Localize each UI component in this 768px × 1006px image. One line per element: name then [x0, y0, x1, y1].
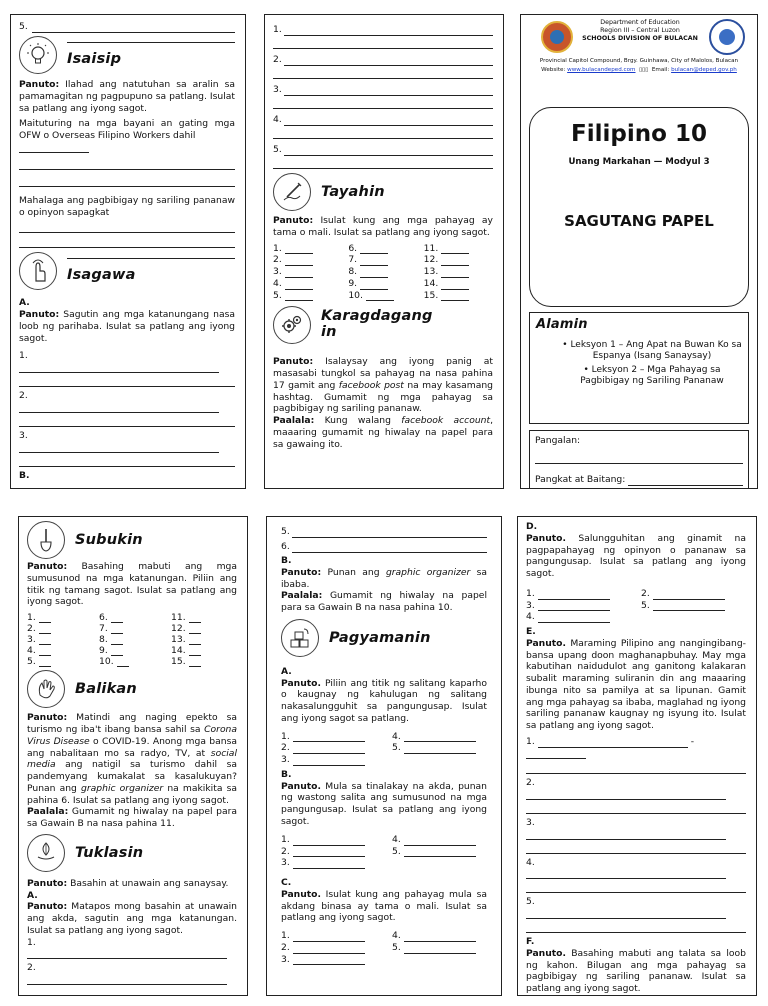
answer-item[interactable]	[281, 846, 376, 858]
item-number: 8.	[99, 634, 108, 646]
answer-blank[interactable]	[111, 647, 123, 656]
item-number: 4.	[392, 730, 401, 742]
answer-blank[interactable]	[441, 292, 469, 301]
pencil-hand-icon	[27, 521, 65, 559]
tayahin-answer-grid	[273, 243, 493, 302]
answer-blank[interactable]	[293, 837, 365, 846]
part-c-answer-grid	[281, 930, 487, 965]
answer-line[interactable]	[19, 376, 235, 387]
item-number: 1.	[19, 350, 28, 362]
answer-blank[interactable]	[360, 269, 388, 278]
part-d-answer-grid	[526, 588, 746, 623]
section-grade-field[interactable]	[628, 476, 743, 486]
answer-line[interactable]	[273, 98, 493, 109]
item-number: 3.	[526, 599, 535, 611]
item-number: 5.	[281, 526, 290, 538]
answer-blank[interactable]	[111, 625, 123, 634]
answer-blank[interactable]	[653, 602, 725, 611]
answer-line[interactable]	[273, 38, 493, 49]
pen-writing-icon	[273, 173, 311, 211]
item-number: 1.	[281, 833, 290, 845]
answer-blank[interactable]	[293, 933, 365, 942]
answer-line[interactable]	[27, 948, 227, 959]
answer-blank[interactable]	[404, 945, 476, 954]
item-number: 2.	[27, 623, 36, 635]
item-number: 2.	[27, 962, 36, 974]
item-number: 5.	[392, 845, 401, 857]
building-blocks-icon	[281, 619, 319, 657]
isagawa-header	[19, 251, 235, 291]
section-title: Isagawa	[67, 267, 136, 284]
tuklasin-instructions: Panuto: Basahin at unawain ang sanaysay.	[27, 877, 229, 889]
answer-line[interactable]	[273, 68, 493, 79]
tayahin-header	[273, 173, 493, 211]
answer-blank[interactable]	[293, 945, 365, 954]
answer-line[interactable]	[526, 843, 746, 854]
answer-line[interactable]	[526, 829, 726, 840]
answer-item[interactable]	[424, 278, 493, 290]
item-number: 3.	[526, 816, 535, 828]
answer-blank[interactable]	[285, 281, 313, 290]
gears-icon	[273, 306, 311, 344]
answer-sheet-title: SAGUTANG PAPEL	[564, 212, 714, 231]
answer-line[interactable]	[19, 402, 219, 413]
item-number: 11.	[423, 242, 439, 254]
answer-blank[interactable]	[111, 614, 123, 623]
part-a-instructions: Panuto. Piliin ang titik ng salitang kaparho o kaugnay ng kahulugan ng salitang nakasalungguhit sa pangungusap. Isulat ang iyong sagot sa patlang.	[281, 677, 487, 724]
answer-line[interactable]	[292, 543, 487, 553]
answer-line[interactable]	[27, 974, 227, 985]
item-number: 4.	[273, 277, 282, 289]
item-number: 14.	[423, 277, 439, 289]
balikan-reminder: Paalala: Gumamit ng hiwalay na papel para sa Gawain B na nasa pahina 11.	[27, 806, 237, 830]
section-title: Alamin	[536, 317, 588, 332]
item-number: 5.	[27, 656, 36, 668]
lesson-item: • Leksyon 2 – Mga Pahayag sa Pagbibigay ng Sariling Pananaw	[580, 364, 724, 387]
karagdagang-instructions: Panuto: Isalaysay ang iyong panig at masasabi tungkol sa pahayag na nasa pahina 17 gamit ang facebook post na may kasamang hashtag. Gumamit ng mga pahayag sa pagbibigay ng sariling pananaw.	[273, 356, 493, 415]
answer-item[interactable]	[424, 243, 493, 255]
item-number: 5.	[392, 941, 401, 953]
item-number: 3.	[281, 857, 290, 869]
part-b-answer-grid	[281, 834, 487, 869]
division-name: SCHOOLS DIVISION OF BULACAN	[582, 34, 698, 42]
section-title: Tuklasin	[75, 844, 144, 861]
section-title: Pagyamanin	[329, 629, 431, 646]
answer-line[interactable]	[284, 26, 493, 36]
part-label: B.	[19, 469, 30, 481]
answer-item[interactable]	[171, 612, 237, 623]
item-number: 8.	[348, 266, 358, 278]
answer-line[interactable]	[284, 56, 493, 66]
answer-item[interactable]	[171, 623, 237, 634]
answer-item[interactable]	[526, 600, 631, 612]
answer-blank[interactable]	[189, 636, 201, 645]
student-info-box	[529, 430, 749, 489]
item-number: 2.	[281, 845, 290, 857]
hand-waving-icon	[27, 670, 65, 708]
answer-line[interactable]	[273, 128, 493, 139]
answer-blank[interactable]	[538, 591, 610, 600]
answer-item[interactable]	[348, 266, 417, 278]
item-number: 13.	[423, 266, 439, 278]
answer-item[interactable]	[99, 634, 165, 645]
answer-item[interactable]	[171, 645, 237, 656]
alamin-box	[529, 312, 749, 424]
tuklasin-instructions-2: Panuto: Matapos mong basahin at unawain ang akda, sagutin ang mga katanungan. Isulat sa patlang ang iyong sagot.	[27, 901, 237, 936]
part-label: E.	[526, 626, 536, 638]
answer-line[interactable]	[292, 528, 487, 538]
item-number: 1.	[273, 242, 282, 254]
answer-line[interactable]	[526, 882, 746, 893]
answer-item[interactable]	[27, 612, 93, 623]
isagawa-instructions: Panuto: Sagutin ang mga katanungang nasa loob ng parihaba. Isulat sa patlang ang iyong sagot.	[19, 309, 235, 344]
panel-tayahin-karagdagang	[264, 14, 504, 489]
answer-item[interactable]	[424, 266, 493, 278]
item-number: 5.	[526, 896, 535, 908]
division-seal-icon	[541, 21, 573, 53]
answer-blank[interactable]	[189, 647, 201, 656]
name-field[interactable]	[535, 453, 743, 464]
item-number: 4.	[27, 645, 36, 657]
answer-item[interactable]	[281, 942, 376, 954]
answer-line[interactable]	[526, 748, 586, 759]
panel-pagyamanin	[266, 516, 502, 996]
answer-item[interactable]	[99, 623, 165, 634]
answer-blank[interactable]	[39, 658, 51, 667]
answer-item[interactable]	[281, 754, 376, 766]
answer-item[interactable]	[281, 834, 376, 846]
section-title: Tayahin	[321, 183, 385, 200]
answer-item[interactable]	[424, 290, 493, 302]
answer-blank[interactable]	[293, 860, 365, 869]
answer-line[interactable]	[526, 868, 726, 879]
item-number: 2.	[641, 587, 650, 599]
item-number: 1.	[281, 930, 290, 942]
answer-line[interactable]	[526, 922, 746, 933]
answer-blank[interactable]	[441, 281, 469, 290]
item-number: 4.	[273, 114, 282, 126]
answer-line[interactable]	[19, 456, 235, 467]
answer-item[interactable]	[281, 857, 376, 869]
answer-line[interactable]	[32, 23, 235, 33]
item-number: 5.	[19, 21, 28, 33]
item-number: 13.	[171, 634, 186, 646]
answer-item[interactable]	[641, 600, 746, 612]
answer-line[interactable]	[284, 116, 493, 126]
answer-item[interactable]	[392, 731, 487, 743]
answer-line[interactable]	[19, 362, 219, 373]
balikan-instructions: Panuto: Matindi ang naging epekto sa turismo ng iba't ibang bansa sahil sa Corona Virus Disease o COVID-19. Anong mga bansa ang nabalitaan mo sa radyo, TV, at social media ang natigil sa turismo dahil sa pandemyang kumakalat sa kasalukuyan? Punan ang graphic organizer na makikita sa pahina 6. Isulat sa patlang ang iyong sagot.	[27, 712, 237, 806]
item-number: 2.	[281, 742, 290, 754]
subukin-header	[27, 521, 237, 559]
answer-item[interactable]	[281, 930, 376, 942]
answer-blank[interactable]	[293, 956, 365, 965]
answer-line[interactable]	[19, 442, 219, 453]
answer-line[interactable]	[538, 738, 688, 748]
lesson-item: • Leksyon 1 – Ang Apat na Buwan Ko sa Espanya (Isang Sanaysay)	[562, 339, 742, 362]
answer-blank[interactable]	[441, 269, 469, 278]
item-number: 6.	[348, 242, 358, 254]
answer-item[interactable]	[392, 834, 487, 846]
answer-blank[interactable]	[653, 591, 725, 600]
deped-header	[525, 17, 753, 85]
item-number: 1.	[526, 736, 535, 748]
item-number: 12.	[171, 623, 186, 635]
answer-item[interactable]	[392, 846, 487, 858]
section-title: Karagdagang in	[321, 308, 433, 341]
module-subtitle: Unang Markahan — Modyul 3	[568, 157, 710, 168]
answer-line[interactable]	[19, 416, 235, 427]
deped-seal-icon	[709, 19, 745, 55]
part-d-instructions: Panuto. Salungguhitan ang ginamit na pagpapahayag ng opinyon o pananaw sa pangungusap. Isulat sa patlang ang iyong sagot.	[526, 532, 746, 580]
item-number: 9.	[348, 277, 358, 289]
subukin-answer-grid	[27, 612, 237, 667]
item-number: 5.	[273, 144, 282, 156]
answer-blank[interactable]	[538, 602, 610, 611]
answer-item[interactable]	[281, 731, 376, 743]
answer-item[interactable]	[27, 656, 93, 667]
isaisip-header	[19, 35, 235, 75]
answer-blank[interactable]	[285, 245, 313, 254]
answer-item[interactable]	[171, 656, 237, 667]
part-c-instructions: Panuto. Isulat kung ang pahayag mula sa akdang binasa ay tama o mali. Isulat sa patlang ang iyong sagot.	[281, 888, 487, 924]
part-b-reminder: Paalala: Gumamit ng hiwalay na papel para sa Gawain B na nasa pahina 10.	[281, 590, 487, 614]
part-b-instructions-2: Panuto. Mula sa tinalakay na akda, punan ng wastong salita ang sumusunod na mga pangungusap. Isulat sa patlang ang iyong sagot.	[281, 780, 487, 828]
answer-item[interactable]	[281, 954, 376, 966]
section-title: Balikan	[75, 680, 137, 697]
answer-item[interactable]	[99, 645, 165, 656]
item-number: 6.	[281, 541, 290, 553]
item-number: 1.	[281, 730, 290, 742]
pagyamanin-header	[281, 618, 487, 658]
answer-line[interactable]	[284, 146, 493, 156]
item-number: 1.	[526, 587, 535, 599]
answer-blank[interactable]	[285, 292, 313, 301]
item-number: 4.	[392, 930, 401, 942]
answer-blank[interactable]	[39, 636, 51, 645]
section-title: Isaisip	[67, 51, 122, 67]
answer-blank[interactable]	[404, 733, 476, 742]
tayahin-instructions: Panuto: Isulat kung ang mga pahayag ay tama o mali. Isulat sa patlang ang iyong sagot.	[273, 215, 493, 238]
item-number: 15.	[423, 289, 439, 301]
answer-item[interactable]	[171, 634, 237, 645]
answer-item[interactable]	[424, 254, 493, 266]
item-number: 4.	[392, 833, 401, 845]
dept-name: Department of Education	[600, 19, 680, 26]
answer-item[interactable]	[392, 942, 487, 954]
module-title: Filipino 10	[571, 121, 707, 147]
item-number: 15.	[171, 656, 186, 668]
answer-line[interactable]	[19, 176, 235, 187]
answer-blank[interactable]	[293, 733, 365, 742]
answer-item[interactable]	[273, 278, 342, 290]
answer-blank[interactable]	[360, 257, 388, 266]
answer-item[interactable]	[27, 634, 93, 645]
title-box	[529, 107, 749, 307]
answer-blank[interactable]	[189, 614, 201, 623]
item-number: 2.	[526, 777, 535, 789]
answer-blank[interactable]	[441, 245, 469, 254]
karagdagang-reminder: Paalala: Kung walang facebook account, maaaring gumamit ng hiwalay na papel para sa gawaing ito.	[273, 415, 493, 450]
answer-blank[interactable]	[39, 647, 51, 656]
answer-blank[interactable]	[366, 292, 394, 301]
hand-pointing-icon	[19, 252, 57, 290]
part-label: C.	[281, 877, 292, 889]
isaisip-instructions: Panuto: Ilahad ang natutuhan sa aralin sa pamamagitan ng pagpupuno sa patlang. Isulat sa patlang ang iyong sagot.	[19, 79, 235, 114]
part-label: B.	[281, 555, 292, 566]
answer-item[interactable]	[99, 612, 165, 623]
subukin-instructions: Panuto: Basahing mabuti ang mga sumusunod na mga katanungan. Piliin ang titik ng tamang sagot. Isulat sa patlang ang iyong sagot.	[27, 561, 237, 608]
answer-blank[interactable]	[360, 281, 388, 290]
item-number: 4.	[526, 856, 535, 868]
item-number: 10.	[348, 289, 363, 301]
lightbulb-icon	[19, 36, 57, 74]
karagdagang-header	[273, 304, 493, 346]
answer-blank[interactable]	[39, 614, 51, 623]
answer-item[interactable]	[348, 290, 417, 302]
answer-item[interactable]	[348, 278, 417, 290]
answer-line[interactable]	[526, 789, 726, 800]
answer-line[interactable]	[19, 237, 235, 248]
answer-item[interactable]	[348, 254, 417, 266]
answer-item[interactable]	[526, 588, 631, 600]
answer-blank[interactable]	[293, 757, 365, 766]
answer-blank[interactable]	[404, 837, 476, 846]
answer-blank[interactable]	[293, 848, 365, 857]
name-label: Pangalan:	[535, 435, 581, 446]
item-number: 11.	[171, 612, 186, 624]
answer-blank[interactable]	[441, 257, 469, 266]
item-number: 2.	[273, 254, 282, 266]
answer-blank[interactable]	[189, 658, 201, 667]
panel-isaisip-isagawa	[10, 14, 246, 489]
answer-item[interactable]	[273, 254, 342, 266]
answer-item[interactable]	[526, 611, 631, 623]
answer-blank[interactable]	[117, 658, 129, 667]
part-label: A.	[19, 297, 30, 309]
item-number: 3.	[281, 953, 290, 965]
part-b-instructions: Panuto: Punan ang graphic organizer sa ibaba.	[281, 566, 487, 590]
answer-blank[interactable]	[404, 848, 476, 857]
panel-cover	[520, 14, 758, 489]
answer-blank[interactable]	[189, 625, 201, 634]
section-grade-label: Pangkat at Baitang:	[535, 473, 626, 485]
part-label: A.	[281, 665, 292, 677]
part-f-instructions: Panuto. Basahing mabuti ang talata sa loob ng kahon. Bilugan ang mga pahayag sa pagbibigay ng sariling pananaw. Isulat sa patlang ang iyong sagot.	[526, 947, 746, 993]
part-label: A.	[27, 889, 38, 901]
isaisip-prompt-1: Maituturing na mga bayani an gating mga OFW o Overseas Filipino Workers dahil	[19, 118, 235, 142]
item-number: 7.	[348, 254, 358, 266]
item-number: 1.	[273, 24, 282, 36]
answer-item[interactable]	[273, 266, 342, 278]
answer-blank[interactable]	[111, 636, 123, 645]
item-number: 2.	[273, 54, 282, 66]
answer-line[interactable]	[273, 158, 493, 169]
item-number: 5.	[273, 289, 282, 301]
answer-item[interactable]	[392, 742, 487, 754]
item-number: 10.	[99, 656, 114, 668]
answer-line[interactable]	[19, 222, 235, 233]
item-number: 4.	[526, 611, 535, 623]
part-label: F.	[526, 936, 535, 948]
answer-item[interactable]	[392, 930, 487, 942]
region-name: Region III – Central Luzon	[600, 26, 680, 34]
answer-item[interactable]	[27, 623, 93, 634]
answer-item[interactable]	[348, 243, 417, 255]
answer-line[interactable]	[19, 142, 89, 153]
answer-item[interactable]	[281, 742, 376, 754]
answer-item[interactable]	[641, 588, 746, 600]
item-number: 5.	[392, 742, 401, 754]
answer-item[interactable]	[99, 656, 165, 667]
answer-blank[interactable]	[404, 745, 476, 754]
panel-subukin-balikan-tuklasin	[18, 516, 248, 996]
item-number: 6.	[99, 612, 108, 624]
item-number: 2.	[281, 941, 290, 953]
answer-blank[interactable]	[538, 614, 610, 623]
answer-item[interactable]	[273, 243, 342, 255]
answer-blank[interactable]	[360, 245, 388, 254]
balikan-header	[27, 670, 237, 708]
answer-line[interactable]	[526, 803, 746, 814]
answer-blank[interactable]	[39, 625, 51, 634]
section-title: Subukin	[75, 531, 143, 548]
item-number: 3.	[273, 266, 282, 278]
item-number: 2.	[19, 390, 28, 402]
item-number: 3.	[27, 634, 36, 646]
item-number: 3.	[19, 429, 28, 441]
answer-blank[interactable]	[293, 745, 365, 754]
leaf-hand-icon	[27, 834, 65, 872]
answer-blank[interactable]	[285, 257, 313, 266]
website-link[interactable]: www.bulacandeped.com	[567, 67, 636, 73]
item-number: 7.	[99, 623, 108, 635]
email-link[interactable]: bulacan@deped.gov.ph	[671, 67, 737, 73]
part-label: B.	[281, 768, 292, 780]
isaisip-prompt-2: Mahalaga ang pagbibigay ng sariling pananaw o opinyon sapagkat	[19, 194, 235, 218]
panel-d-e-f: D. Panuto. Salungguhitan ang ginamit na pagpapahayag ng opinyon o pananaw sa pangungusap. Isulat sa patlang ang iyong sagot. 1. 2. 3. 5. 4. E. Panuto. Maraming Pilipino ang nangingibang-bansa upang doon maghanapbuhay. May mga kabutihan naidudulot ang ganitong kalakaran subalit maraming suliranin din ang maaaring ibunga nito sa pamilya at sa lipunan. Gamit ang mga pahayag sa ibaba, maglahad ng iyong sariling pananaw kaugnay ng isyung ito. Isulat sa patlang ang iyong sagot. 1. - 2. 3. 4. 5. F. Panuto. Basahing mabuti ang talata sa loob ng kahon. Bilugan ang mga pahayag sa pagbibigay ng sariling pananaw. Isulat sa patlang ang iyong sagot.	[517, 516, 757, 996]
item-number: 14.	[171, 645, 186, 657]
item-number: 1.	[27, 936, 36, 948]
answer-line[interactable]	[284, 86, 493, 96]
answer-blank[interactable]	[404, 933, 476, 942]
item-number: 12.	[423, 254, 439, 266]
address: Provincial Capitol Compound, Brgy. Guinhawa, City of Malolos, Bulacan	[539, 58, 739, 64]
item-number: 9.	[99, 645, 108, 657]
part-label: D.	[526, 521, 538, 532]
answer-line[interactable]	[526, 763, 746, 774]
answer-item[interactable]	[273, 290, 342, 302]
part-a-answer-grid	[281, 731, 487, 766]
answer-blank[interactable]	[285, 269, 313, 278]
contact-line: Website: www.bulacandeped.com ▯▯▯ Email: bulacan@deped.gov.ph	[541, 67, 737, 73]
answer-item[interactable]	[27, 645, 93, 656]
item-number: 1.	[27, 612, 36, 624]
part-e-instructions: Panuto. Maraming Pilipino ang nangingibang-bansa upang doon maghanapbuhay. May mga kabutihan naidudulot ang ganitong kalakaran subalit maraming suliranin din ang maaaring ibunga nito sa pamilya at sa lipunan. Gamit ang mga pahayag sa ibaba, maglahad ng iyong sariling pananaw kaugnay ng isyung ito. Isulat sa patlang ang iyong sagot.	[526, 637, 746, 732]
answer-line[interactable]	[19, 159, 235, 170]
item-number: 3.	[281, 754, 290, 766]
item-number: 3.	[273, 84, 282, 96]
answer-line[interactable]	[526, 908, 726, 919]
item-number: 5.	[641, 599, 650, 611]
tuklasin-header	[27, 834, 237, 872]
